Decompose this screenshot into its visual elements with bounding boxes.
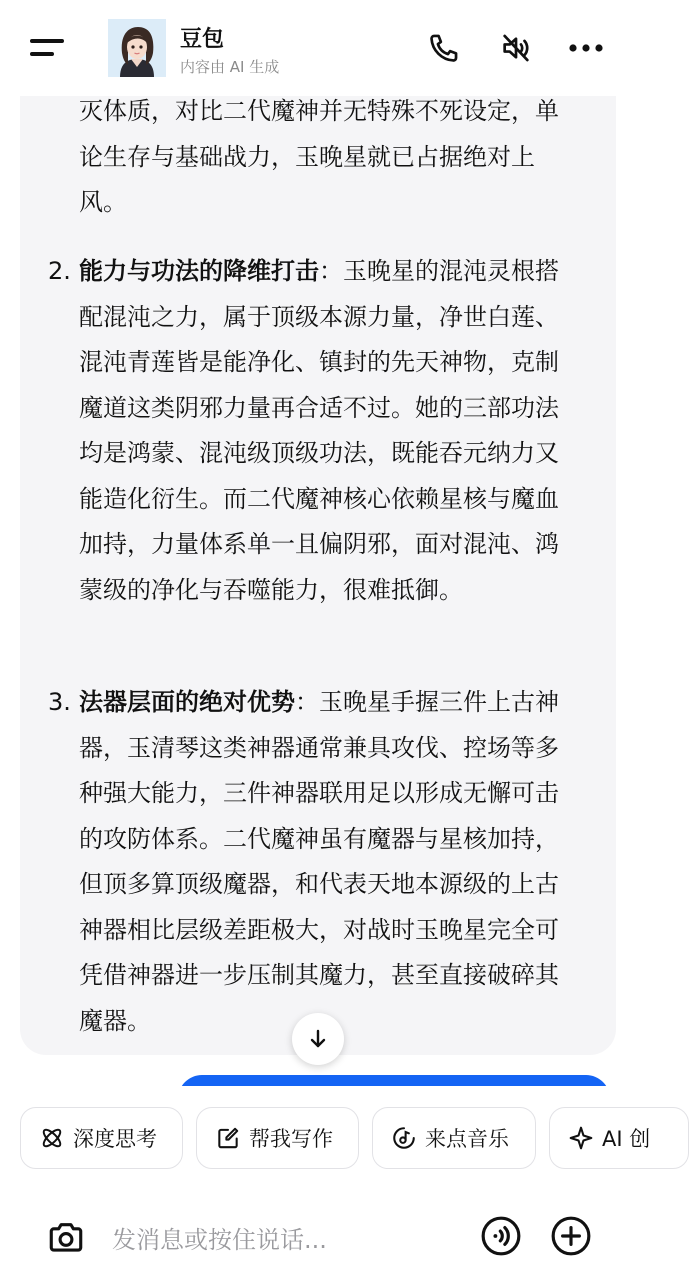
more-icon[interactable] [566, 28, 606, 68]
phone-icon[interactable] [424, 28, 464, 68]
chip-label: AI 创 [602, 1127, 651, 1151]
list-item-body: ：玉晚星的混沌灵根搭配混沌之力，属于顶级本源力量，净世白莲、混沌青莲皆是能净化、镇封的先天神物，克制魔道这类阴邪力量再合适不过。她的三部功法均是鸿蒙、混沌级顶级功法，既能吞元纳力又能造化衍生。而二代魔神核心依赖星核与魔血加持，力量体系单一且偏阴邪，面对混沌、鸿蒙级的净化与吞噬能力，很难抵御。 [79, 257, 559, 604]
list-item [48, 680, 579, 1044]
scroll-to-bottom-button[interactable] [292, 1013, 344, 1065]
assistant-message-bubble [20, 80, 616, 1055]
chip-deep-thinking[interactable] [20, 1107, 183, 1169]
message-input-bar[interactable] [16, 1196, 620, 1276]
chip-label: 帮我写作 [249, 1127, 333, 1151]
voice-icon[interactable] [478, 1213, 524, 1259]
message-paragraph: 灭体质，对比二代魔神并无特殊不死设定，单论生存与基础战力，玉晚星就已占据绝对上风。 [79, 97, 559, 216]
speaker-muted-icon[interactable] [496, 28, 536, 68]
suggestion-chips [0, 1107, 651, 1171]
camera-icon[interactable] [44, 1215, 88, 1259]
list-item [48, 249, 579, 613]
music-icon [391, 1125, 417, 1151]
chat-title: 豆包 [180, 27, 225, 52]
chip-label: 来点音乐 [425, 1127, 509, 1151]
top-bar [0, 0, 636, 96]
chip-ai-create[interactable] [549, 1107, 689, 1169]
avatar[interactable] [108, 19, 166, 77]
ai-disclaimer: 内容由 AI 生成 [180, 58, 280, 76]
atom-icon [39, 1125, 65, 1151]
chip-label: 深度思考 [73, 1127, 157, 1151]
message-input[interactable]: 发消息或按住说话... [112, 1226, 327, 1254]
arrow-down-icon [306, 1027, 330, 1051]
menu-icon[interactable] [30, 35, 68, 63]
list-item-heading: 能力与功法的降维打击 [79, 257, 319, 285]
list-item-number: 3. [48, 688, 71, 716]
plus-icon[interactable] [548, 1213, 594, 1259]
list-item-body: ：玉晚星手握三件上古神器，玉清琴这类神器通常兼具攻伐、控场等多种强大能力，三件神器联用足以形成无懈可击的攻防体系。二代魔神虽有魔器与星核加持，但顶多算顶级魔器，和代表天地本源级的上古神器相比层级差距极大，对战时玉晚星完全可凭借神器进一步压制其魔力，甚至直接破碎其魔器。 [79, 688, 559, 1035]
edit-icon [215, 1125, 241, 1151]
chip-music[interactable] [372, 1107, 536, 1169]
chip-help-write[interactable] [196, 1107, 359, 1169]
sparkle-icon [568, 1125, 594, 1151]
list-item-number: 2. [48, 257, 71, 285]
list-item-heading: 法器层面的绝对优势 [79, 688, 295, 716]
